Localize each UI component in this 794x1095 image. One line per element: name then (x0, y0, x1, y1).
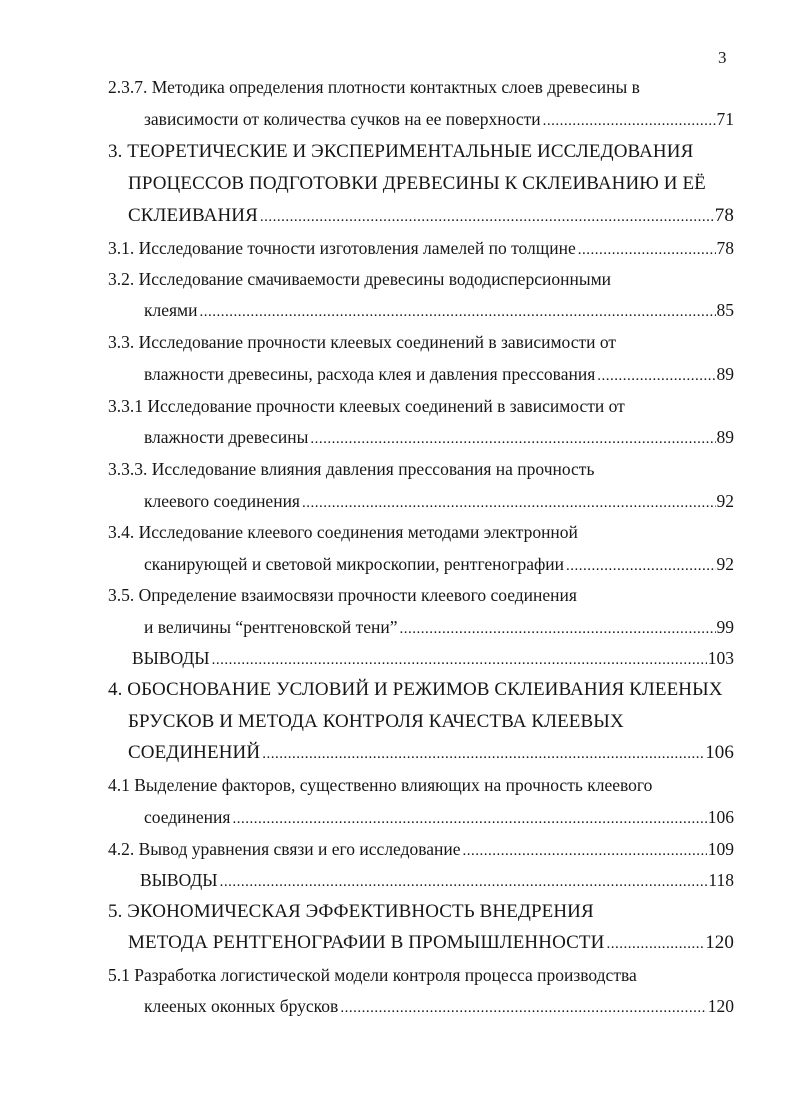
toc-line (144, 299, 734, 323)
dot-leader (463, 840, 707, 862)
toc-entry-text: 3.2. Исследование смачиваемости древесины вододисперсионными (108, 269, 612, 289)
toc-line (128, 932, 734, 955)
toc-page-number: 118 (708, 870, 734, 890)
dot-leader (597, 365, 715, 387)
toc-page-number: 78 (714, 205, 734, 226)
toc-line (144, 995, 734, 1019)
toc-line (108, 268, 728, 290)
dot-leader (212, 649, 707, 671)
toc-entry-text: соединения (144, 807, 231, 827)
toc-line (108, 584, 728, 606)
toc-line (128, 742, 734, 765)
toc-entry-text: 3.4. Исследование клеевого соединения методами электронной (108, 522, 578, 542)
dot-leader (400, 618, 716, 640)
toc-line (108, 141, 728, 163)
toc-line (108, 395, 728, 417)
toc-page-number: 99 (716, 617, 734, 637)
dot-leader (606, 933, 704, 955)
toc-line (108, 838, 734, 862)
toc-entry-text: зависимости от количества сучков на ее поверхности (144, 109, 541, 129)
toc-entry-text: ПРОЦЕССОВ ПОДГОТОВКИ ДРЕВЕСИНЫ К СКЛЕИВАНИЮ И ЕЁ (128, 173, 706, 194)
dot-leader (200, 301, 716, 323)
toc-line (140, 869, 734, 893)
dot-leader (578, 239, 716, 261)
toc-entry-text: 4. ОБОСНОВАНИЕ УСЛОВИЙ И РЕЖИМОВ СКЛЕИВАНИЯ КЛЕЕНЫХ (108, 679, 723, 700)
toc-line (144, 553, 734, 577)
toc-page-number: 92 (716, 491, 734, 511)
toc-entry-text: клеевого соединения (144, 491, 300, 511)
dot-leader (260, 206, 714, 228)
toc-entry-text: 3.3.3. Исследование влияния давления прессования на прочность (108, 459, 595, 479)
toc-line (128, 711, 734, 733)
toc-entry-text: 5.1 Разработка логистической модели контроля процесса производства (108, 965, 637, 985)
toc-entry-text: 2.3.7. Методика определения плотности контактных слоев древесины в (108, 77, 640, 97)
toc-entry-text: 5. ЭКОНОМИЧЕСКАЯ ЭФФЕКТИВНОСТЬ ВНЕДРЕНИЯ (108, 901, 594, 922)
dot-leader (310, 428, 715, 450)
toc-entry-text: МЕТОДА РЕНТГЕНОГРАФИИ В ПРОМЫШЛЕННОСТИ (128, 932, 605, 953)
toc-page-number: 89 (716, 364, 734, 384)
toc-line (128, 205, 734, 228)
toc-line (144, 108, 734, 132)
toc-page-number: 78 (716, 238, 734, 258)
toc-line (132, 647, 734, 671)
toc-line (108, 76, 728, 98)
toc-line (144, 616, 734, 640)
toc-entry-text: влажности древесины (144, 427, 309, 447)
toc-entry-text: влажности древесины, расхода клея и давления прессования (144, 364, 596, 384)
toc-entry-text: ВЫВОДЫ (140, 870, 218, 890)
toc-entry-text: 4.1 Выделение факторов, существенно влияющих на прочность клеевого (108, 775, 653, 795)
toc-page-number: 106 (707, 807, 734, 827)
toc-line (144, 490, 734, 514)
toc-line (144, 363, 734, 387)
toc-line (108, 521, 728, 543)
toc-entry-text: БРУСКОВ И МЕТОДА КОНТРОЛЯ КАЧЕСТВА КЛЕЕВЫХ (128, 711, 624, 732)
toc-page-number: 103 (707, 648, 734, 668)
toc-entry-text: ВЫВОДЫ (132, 648, 210, 668)
toc-page-number: 106 (705, 742, 734, 763)
dot-leader (566, 555, 715, 577)
toc-entry-text: 3.3.1 Исследование прочности клеевых соединений в зависимости от (108, 396, 625, 416)
dot-leader (220, 871, 708, 893)
toc-entry-text: клееных оконных брусков (144, 996, 339, 1016)
toc-page-number: 120 (707, 996, 734, 1016)
toc-line (108, 458, 728, 480)
dot-leader (302, 492, 716, 514)
toc-entry-text: сканирующей и световой микроскопии, рентгенографии (144, 554, 565, 574)
dot-leader (262, 743, 704, 765)
toc-line (108, 901, 734, 923)
toc-line (128, 173, 748, 195)
toc-entry-text: 3.1. Исследование точности изготовления ламелей по толщине (108, 238, 576, 258)
toc-page-number: 109 (707, 839, 734, 859)
toc-line (108, 679, 734, 701)
toc-page-number: 92 (716, 554, 734, 574)
toc-entry-text: 3. ТЕОРЕТИЧЕСКИЕ И ЭКСПЕРИМЕНТАЛЬНЫЕ ИССЛЕДОВАНИЯ (108, 141, 694, 162)
toc-entry-text: 3.3. Исследование прочности клеевых соединений в зависимости от (108, 332, 617, 352)
page-number: 3 (718, 48, 727, 67)
toc-line (144, 806, 734, 830)
toc-entry-text: 3.5. Определение взаимосвязи прочности клеевого соединения (108, 585, 577, 605)
toc-entry-text: и величины “рентгеновской тени” (144, 617, 398, 637)
toc-page-number: 71 (716, 109, 734, 129)
dot-leader (232, 808, 706, 830)
toc-entry-text: СОЕДИНЕНИЙ (128, 742, 261, 763)
toc-entry-text: клеями (144, 300, 198, 320)
toc-entry-text: СКЛЕИВАНИЯ (128, 205, 258, 226)
dot-leader (340, 997, 706, 1019)
toc-page-number: 120 (705, 932, 734, 953)
toc-page-number: 89 (716, 427, 734, 447)
toc-page-number: 85 (716, 300, 734, 320)
toc-line (108, 331, 728, 353)
toc-line (108, 774, 734, 796)
dot-leader (543, 110, 716, 132)
toc-entry-text: 4.2. Вывод уравнения связи и его исследование (108, 839, 461, 859)
toc-line (108, 237, 734, 261)
toc-line (108, 964, 734, 986)
toc-line (144, 426, 734, 450)
